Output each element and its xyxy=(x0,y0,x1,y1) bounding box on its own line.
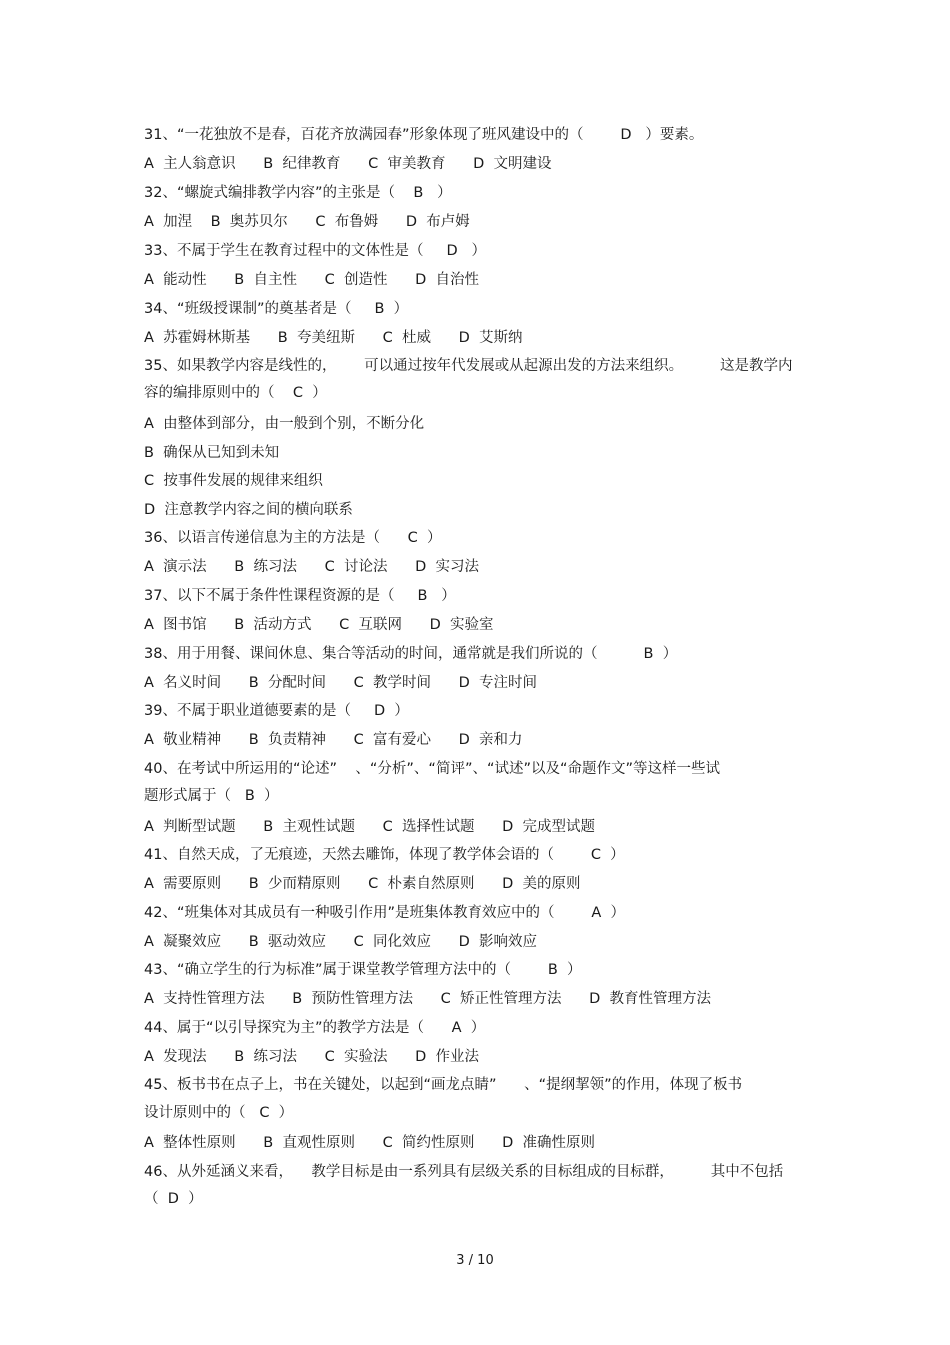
question-37: 37、以下不属于条件性课程资源的是（ B ） xyxy=(144,588,456,604)
question-38: 38、用于用餐、课间休息、集合等活动的时间，通常就是我们所说的（ B ） xyxy=(144,646,678,662)
question-39: 39、不属于职业道德要素的是（ D ） xyxy=(144,703,409,719)
options-36: A 演示法 B 练习法 C 讨论法 D 实习法 xyxy=(144,559,479,575)
question-40-line-1: 40、在考试中所运用的“论述” 、“分析”、“简评”、“试述”以及“命题作文”等这样一些试 xyxy=(144,761,721,777)
question-45-line-2: 设计原则中的（ C ） xyxy=(144,1105,294,1121)
option-35-c: C 按事件发展的规律来组织 xyxy=(144,473,323,489)
question-41: 41、自然天成，了无痕迹，天然去雕饰，体现了教学体会语的（ C ） xyxy=(144,847,625,863)
question-46-line-2: （ D ） xyxy=(144,1191,203,1207)
options-39: A 敬业精神 B 负责精神 C 富有爱心 D 亲和力 xyxy=(144,732,523,748)
question-35-line-1: 35、如果教学内容是线性的， 可以通过按年代发展或从起源出发的方法来组织。 这是教学内 xyxy=(144,358,793,374)
options-44: A 发现法 B 练习法 C 实验法 D 作业法 xyxy=(144,1049,479,1065)
question-35-line-2: 容的编排原则中的（ C ） xyxy=(144,385,327,401)
options-40: A 判断型试题 B 主观性试题 C 选择性试题 D 完成型试题 xyxy=(144,819,595,835)
options-32: A 加涅 B 奥苏贝尔 C 布鲁姆 D 布卢姆 xyxy=(144,214,470,230)
question-31: 31、“一花独放不是春，百花齐放满园春”形象体现了班风建设中的（ D ）要素。 xyxy=(144,127,704,143)
page-number: 3 / 10 xyxy=(456,1253,494,1268)
question-33: 33、不属于学生在教育过程中的文体性是（ D ） xyxy=(144,243,486,259)
question-32: 32、“螺旋式编排教学内容”的主张是（ B ） xyxy=(144,185,452,201)
options-31: A 主人翁意识 B 纪律教育 C 审美教育 D 文明建设 xyxy=(144,156,552,172)
options-42: A 凝聚效应 B 驱动效应 C 同化效应 D 影响效应 xyxy=(144,934,537,950)
question-45-line-1: 45、板书书在点子上，书在关键处，以起到“画龙点睛” 、“提纲挈领”的作用，体现了板书 xyxy=(144,1077,743,1093)
options-34: A 苏霍姆林斯基 B 夸美纽斯 C 杜威 D 艾斯纳 xyxy=(144,330,523,346)
question-46-line-1: 46、从外延涵义来看， 教学目标是由一系列具有层级关系的目标组成的目标群， 其中不包括 xyxy=(144,1164,784,1180)
options-43: A 支持性管理方法 B 预防性管理方法 C 矫正性管理方法 D 教育性管理方法 xyxy=(144,991,711,1007)
option-35-d: D 注意教学内容之间的横向联系 xyxy=(144,502,353,518)
question-43: 43、“确立学生的行为标准”属于课堂教学管理方法中的（ B ） xyxy=(144,962,582,978)
options-38: A 名义时间 B 分配时间 C 教学时间 D 专注时间 xyxy=(144,675,537,691)
options-37: A 图书馆 B 活动方式 C 互联网 D 实验室 xyxy=(144,617,494,633)
question-36: 36、以语言传递信息为主的方法是（ C ） xyxy=(144,530,442,546)
options-41: A 需要原则 B 少而精原则 C 朴素自然原则 D 美的原则 xyxy=(144,876,581,892)
options-33: A 能动性 B 自主性 C 创造性 D 自治性 xyxy=(144,272,479,288)
question-42: 42、“班集体对其成员有一种吸引作用”是班集体教育效应中的（ A ） xyxy=(144,905,625,921)
question-34: 34、“班级授课制”的奠基者是（ B ） xyxy=(144,301,409,317)
options-45: A 整体性原则 B 直观性原则 C 简约性原则 D 准确性原则 xyxy=(144,1135,595,1151)
option-35-b: B 确保从已知到未知 xyxy=(144,445,280,461)
question-44: 44、属于“以引导探究为主”的教学方法是（ A ） xyxy=(144,1020,486,1036)
question-40-line-2: 题形式属于（ B ） xyxy=(144,788,279,804)
option-35-a: A 由整体到部分，由一般到个别，不断分化 xyxy=(144,416,425,432)
